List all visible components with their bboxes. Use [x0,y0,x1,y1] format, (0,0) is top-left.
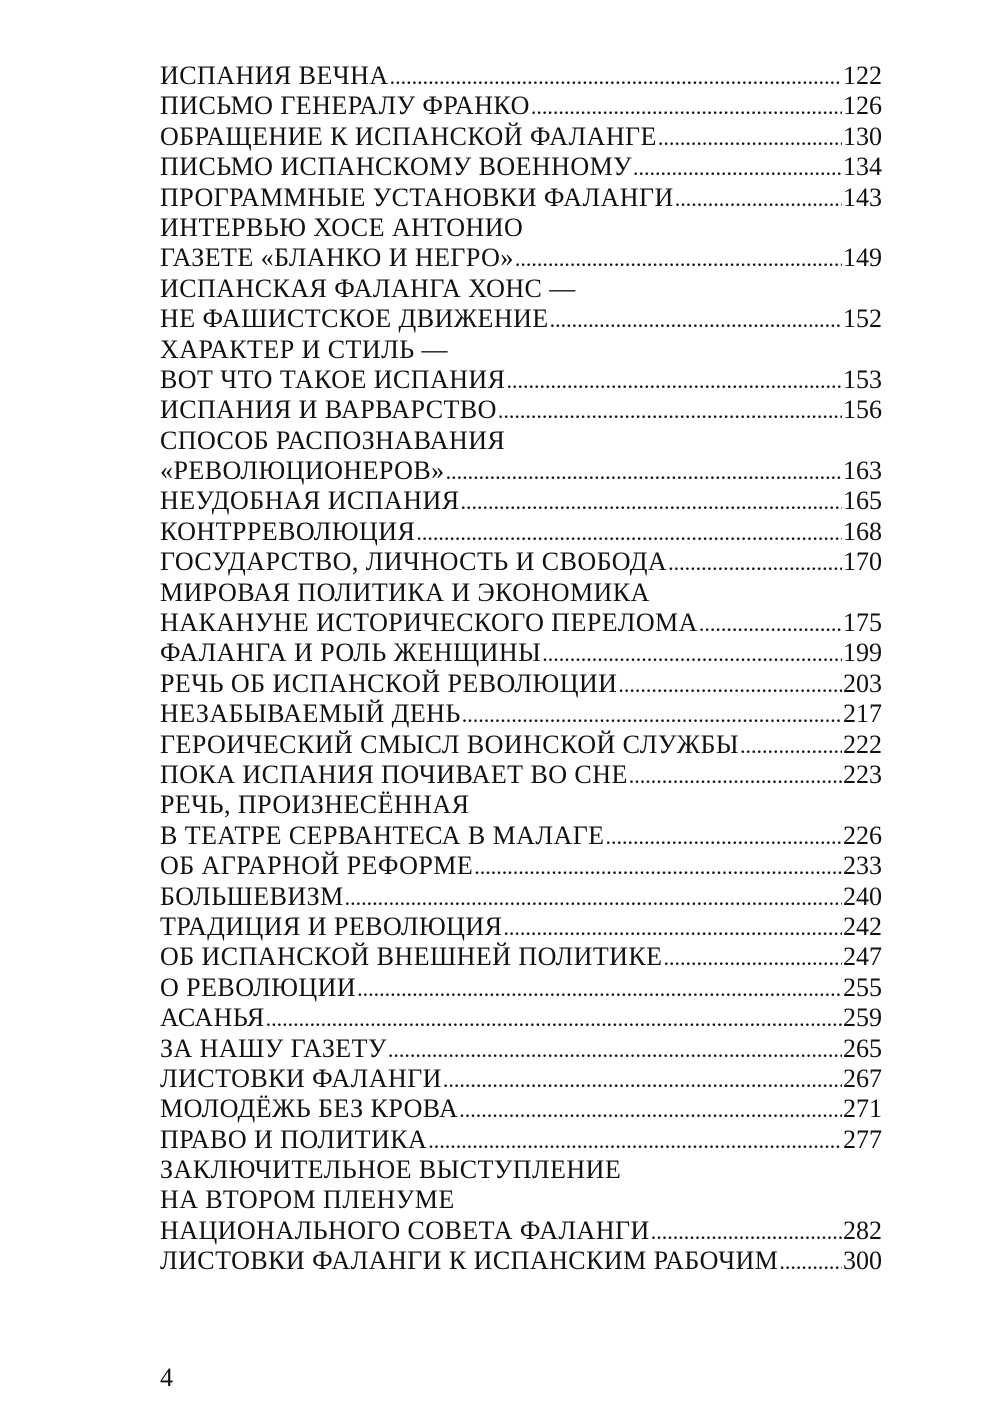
toc-entry-page: 277 [843,1124,882,1154]
toc-entry-page: 153 [843,364,882,394]
dot-leader [633,153,842,183]
toc-entry-line-final [160,1094,882,1124]
toc-entry-line-final [160,152,882,182]
toc-entry-title: ГЕРОИЧЕСКИЙ СМЫСЛ ВОИНСКОЙ СЛУЖБЫ [160,729,739,759]
toc-entry-title: ГОСУДАРСТВО, ЛИЧНОСТЬ И СВОБОДА [160,547,668,577]
dot-leader [390,62,842,92]
toc-entry [160,1003,882,1033]
toc-entry-title: НЕЗАБЫВАЕМЫЙ ДЕНЬ [160,699,461,729]
toc-entry-title: КОНТРРЕВОЛЮЦИЯ [160,516,416,546]
dot-leader [699,609,842,639]
toc-entry [160,851,882,881]
dot-leader [345,883,842,913]
toc-entry-line-final [160,1125,882,1155]
toc-entry-line-final [160,760,882,790]
dot-leader [266,1004,842,1034]
toc-entry-title: ЛИСТОВКИ ФАЛАНГИ [160,1063,442,1093]
toc-entry-line-final [160,851,882,881]
dot-leader [416,518,842,548]
toc-entry-page: 170 [843,547,882,577]
toc-entry-line [160,335,882,365]
toc-entry [160,730,882,760]
toc-entry-page: 222 [843,729,882,759]
toc-entry [160,790,882,851]
toc-entry-line-final [160,699,882,729]
toc-entry-line-final [160,486,882,516]
dot-leader [446,457,842,487]
toc-entry-title: ИСПАНСКАЯ ФАЛАНГА ХОНС — [160,273,576,303]
toc-entry-line-final [160,1034,882,1064]
toc-entry-page: 163 [843,456,882,486]
toc-entry [160,912,882,942]
dot-leader [658,123,842,153]
toc-entry [160,547,882,577]
toc-entry-title: НА ВТОРОМ ПЛЕНУМЕ [160,1185,455,1215]
toc-entry-line-final [160,91,882,121]
dot-leader [629,761,842,791]
toc-entry-page: 226 [843,820,882,850]
table-of-contents [160,61,882,1277]
toc-entry-line-final [160,669,882,699]
toc-entry-line-final [160,183,882,213]
toc-entry-page: 240 [843,881,882,911]
toc-entry [160,578,882,639]
toc-entry-title: ИСПАНИЯ ВЕЧНА [160,61,389,90]
toc-entry-title: НАКАНУНЕ ИСТОРИЧЕСКОГО ПЕРЕЛОМА [160,608,698,638]
toc-entry-page: 143 [843,182,882,212]
toc-entry [160,882,882,912]
dot-leader [531,92,842,122]
toc-entry-title: ЛИСТОВКИ ФАЛАНГИ К ИСПАНСКИМ РАБОЧИМ [160,1246,779,1276]
toc-entry-line-final [160,547,882,577]
toc-entry [160,91,882,121]
toc-entry-title: ПРОГРАММНЫЕ УСТАНОВКИ ФАЛАНГИ [160,182,674,212]
dot-leader [462,700,842,730]
toc-entry [160,152,882,182]
toc-entry-page: 199 [843,638,882,668]
toc-entry-title: НЕУДОБНАЯ ИСПАНИЯ [160,486,460,516]
toc-entry-page: 255 [843,972,882,1002]
toc-entry-line-final [160,243,882,273]
toc-entry-line-final [160,1216,882,1246]
dot-leader [357,974,842,1004]
toc-entry-page: 242 [843,911,882,941]
toc-entry-line-final [160,395,882,425]
toc-entry-title: ПИСЬМО ГЕНЕРАЛУ ФРАНКО [160,91,530,121]
toc-entry-title: ГАЗЕТЕ «БЛАНКО И НЕГРО» [160,243,514,273]
toc-entry-title: АСАНЬЯ [160,1003,265,1033]
toc-entry-title: ФАЛАНГА И РОЛЬ ЖЕНЩИНЫ [160,638,542,668]
dot-leader [664,943,842,973]
dot-leader [503,913,842,943]
toc-entry-title: НЕ ФАШИСТСКОЕ ДВИЖЕНИЕ [160,304,549,334]
toc-entry-title: ИНТЕРВЬЮ ХОСЕ АНТОНИО [160,212,524,242]
toc-entry-line-final [160,456,882,486]
toc-entry-line-final [160,942,882,972]
dot-leader [606,822,842,852]
toc-entry-title: МИРОВАЯ ПОЛИТИКА И ЭКОНОМИКА [160,577,650,607]
toc-entry [160,517,882,547]
toc-entry [160,942,882,972]
toc-entry [160,1064,882,1094]
toc-entry-title: О РЕВОЛЮЦИИ [160,972,357,1002]
toc-entry-line [160,1185,882,1215]
toc-entry-line-final [160,365,882,395]
toc-entry-line-final [160,608,882,638]
toc-entry-page: 282 [843,1215,882,1245]
dot-leader [550,305,842,335]
toc-entry-title: ПРАВО И ПОЛИТИКА [160,1124,428,1154]
dot-leader [459,1095,842,1125]
dot-leader [618,670,842,700]
toc-entry-line-final [160,304,882,334]
toc-entry-line [160,426,882,456]
dot-leader [675,184,842,214]
toc-entry-line [160,578,882,608]
toc-entry-title: ПИСЬМО ИСПАНСКОМУ ВОЕННОМУ [160,152,633,182]
toc-entry [160,1155,882,1246]
toc-entry-line-final [160,882,882,912]
toc-entry-title: ЗА НАШУ ГАЗЕТУ [160,1033,387,1063]
toc-entry-line [160,1155,882,1185]
toc-entry-title: НАЦИОНАЛЬНОГО СОВЕТА ФАЛАНГИ [160,1215,650,1245]
toc-entry [160,1246,882,1276]
toc-entry-title: ОБ АГРАРНОЙ РЕФОРМЕ [160,851,474,881]
toc-entry-line-final [160,730,882,760]
toc-entry [160,274,882,335]
toc-entry [160,61,882,91]
toc-entry [160,122,882,152]
toc-entry-page: 156 [843,395,882,425]
toc-entry-page: 175 [843,608,882,638]
toc-entry-title: ВОТ ЧТО ТАКОЕ ИСПАНИЯ [160,364,506,394]
toc-entry-title: ИСПАНИЯ И ВАРВАРСТВО [160,395,497,425]
toc-entry-page: 259 [843,1003,882,1033]
toc-entry-line-final [160,1246,882,1276]
dot-leader [515,244,842,274]
toc-entry [160,183,882,213]
toc-entry-page: 152 [843,304,882,334]
dot-leader [498,396,842,426]
toc-entry [160,699,882,729]
toc-entry-page: 168 [843,516,882,546]
dot-leader [668,548,842,578]
page-number: 4 [160,1363,173,1392]
toc-entry-page: 267 [843,1063,882,1093]
toc-entry-page: 203 [843,668,882,698]
toc-entry-page: 265 [843,1033,882,1063]
toc-entry-title: РЕЧЬ, ПРОИЗНЕСЁННАЯ [160,790,470,820]
toc-entry-line [160,274,882,304]
toc-entry-title: МОЛОДЁЖЬ БЕЗ КРОВА [160,1094,459,1124]
toc-entry-title: ЗАКЛЮЧИТЕЛЬНОЕ ВЫСТУПЛЕНИЕ [160,1155,622,1185]
dot-leader [443,1065,842,1095]
dot-leader [779,1247,842,1277]
toc-entry [160,1125,882,1155]
dot-leader [740,731,842,761]
toc-entry [160,486,882,516]
toc-entry-title: ПОКА ИСПАНИЯ ПОЧИВАЕТ ВО СНЕ [160,759,628,789]
toc-entry-page: 223 [843,759,882,789]
toc-entry-line-final [160,912,882,942]
toc-entry-title: «РЕВОЛЮЦИОНЕРОВ» [160,456,445,486]
toc-entry-line-final [160,638,882,668]
toc-entry-line-final [160,821,882,851]
toc-entry-page: 134 [843,152,882,182]
toc-entry [160,973,882,1003]
toc-entry-title: ОБРАЩЕНИЕ К ИСПАНСКОЙ ФАЛАНГЕ [160,121,657,151]
dot-leader [461,487,843,517]
dot-leader [542,639,842,669]
toc-entry-line-final [160,1064,882,1094]
toc-entry-page: 149 [843,243,882,273]
toc-entry-line [160,790,882,820]
toc-entry [160,669,882,699]
toc-entry-title: СПОСОБ РАСПОЗНАВАНИЯ [160,425,506,455]
dot-leader [506,366,842,396]
toc-entry-line-final [160,517,882,547]
toc-entry-title: БОЛЬШЕВИЗМ [160,881,344,911]
toc-entry-title: ОБ ИСПАНСКОЙ ВНЕШНЕЙ ПОЛИТИКЕ [160,942,663,972]
toc-entry-line-final [160,122,882,152]
dot-leader [651,1217,842,1247]
dot-leader [474,852,842,882]
toc-entry-line-final [160,973,882,1003]
dot-leader [388,1035,842,1065]
toc-entry-page: 247 [843,942,882,972]
toc-entry-page: 217 [843,699,882,729]
toc-entry [160,1094,882,1124]
toc-entry-line-final [160,61,882,91]
dot-leader [428,1126,842,1156]
toc-entry-page: 165 [843,486,882,516]
toc-entry-page: 130 [843,121,882,151]
toc-entry-title: ТРАДИЦИЯ И РЕВОЛЮЦИЯ [160,911,503,941]
toc-entry-page: 126 [843,91,882,121]
toc-entry [160,395,882,425]
toc-entry [160,638,882,668]
toc-entry-page: 122 [843,61,882,90]
toc-entry [160,426,882,487]
toc-entry-title: В ТЕАТРЕ СЕРВАНТЕСА В МАЛАГЕ [160,820,605,850]
toc-entry-page: 233 [843,851,882,881]
toc-entry-line [160,213,882,243]
toc-entry-page: 300 [843,1246,882,1276]
toc-entry [160,335,882,396]
toc-entry [160,213,882,274]
toc-entry-title: ХАРАКТЕР И СТИЛЬ — [160,334,448,364]
toc-entry [160,760,882,790]
toc-entry [160,1034,882,1064]
toc-entry-line-final [160,1003,882,1033]
toc-entry-title: РЕЧЬ ОБ ИСПАНСКОЙ РЕВОЛЮЦИИ [160,668,618,698]
toc-entry-page: 271 [843,1094,882,1124]
